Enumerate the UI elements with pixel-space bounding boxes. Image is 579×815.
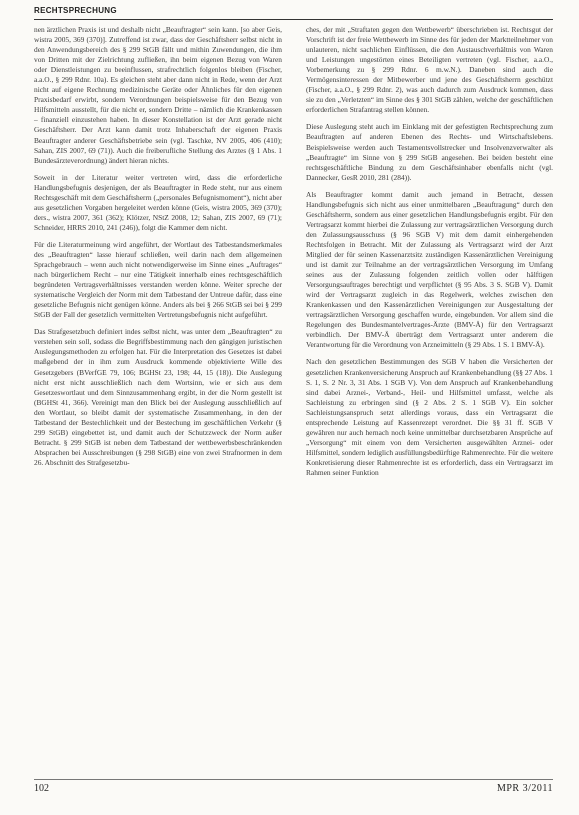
journal-issue: MPR 3/2011 [496,783,553,794]
page-number: 102 [34,783,49,794]
paragraph: nen ärztlichen Praxis ist und deshalb nicht „Beauftragter“ sein kann. [so aber Geis, wistra 2005, 369 (370)]. Zutreffend ist zwar, dass der Geschäftsherr selbst nicht in den Anwendungsbereich des § 299 StGB fällt und mithin Zuwendungen, die ihm von Dritten mit der Zielrichtung zufließen, ihn beim eigenen Bezug von Waren oder Dienstleistungen zu beeinflussen, strafrechtlich folgenlos bleiben (Fischer, a.a.O., § 299 Rdnr. 10a). Es gleichen steht aber dann nicht in Rede, wenn der Arzt nicht auf eigene Rechnung medizinische Geräte oder Ähnliches für den eigenen Praxisbedarf erwirbt, sondern Verordnungen beispielsweise für den Bezug von Hilfsmitteln ausstellt, für die nicht er, sondern Dritte – nämlich die Krankenkassen – finanziell einzustehen haben. In dieser Konstellation ist der Arzt gerade nicht Geschäftsherr. Der Arzt kann damit trotz Inhaberschaft der eigenen Praxis Beauftragter anderer Geschäftsbetriebe sein (vgl. Taschke, NV 2005, 406 (410); Sahan, ZIS 2007, 69 (71)). Auch die freiberufliche Stellung des Arztes (§ 1 Abs. 1 Bundesärzteverordnung) ändert hieran nichts. [34,25,282,165]
paragraph: Nach den gesetzlichen Bestimmungen des SGB V haben die Versicherten der gesetzlichen Krankenversicherung Anspruch auf Krankenbehandlung (§§ 27 Abs. 1 S. 1, S. 2 Nr. 3, 31 Abs. 1 SGB V). Von dem Anspruch auf Krankenbehandlung sind dabei Arznei-, Verband-, Heil- und Hilfsmittel umfasst, welche als Sachleistung zu erbringen sind (§ 2 Abs. 2 S. 1 SGB V). Ein solcher Sachleistungsanspruch setzt allerdings voraus, dass ein Vertragsarzt die entsprechende Leistung auf Kassenrezept verordnet. Die §§ 31 ff. SGB V gewähren nur auch hernach noch keine unmittelbar durchsetzbaren Ansprüche auf „Versorgung“ mit einem von dem Versicherten ausgewählten Arznei- oder Hilfsmittel, sondern lediglich ausfüllungsbedürftige Rahmenrechte. Für die weitere Konkretisierung dieser Rahmenrechte ist es erforderlich, dass ein Vertragsarzt im Rahmen seiner Funktion [306,357,553,477]
section-header: RECHTSPRECHUNG [34,6,117,15]
right-column [306,25,553,485]
left-column [34,25,282,475]
header-rule [34,19,553,20]
paragraph: Für die Literaturmeinung wird angeführt, der Wortlaut des Tatbestandsmerkmales des „Beauftragten“ lasse hierauf schließen, weil darin nach dem allgemeinen Sprachgebrauch – wenn auch nicht notwendigerweise im Sinne eines „Auftrages“ nach bürgerlichem Recht – nur eine Tätigkeit innerhalb eines rechtsgeschäftlich begründeten Vertragsverhältnisses verstanden werden könne. Weiter spreche der systematische Vergleich der Norm mit dem Tatbestand der Untreue dafür, dass eine gesetzliche Befugnis nicht genügen könne. Anders als bei § 266 StGB sei bei § 299 StGB der Fall der gesetzlich vermittelten Vertretungsbefugnis nicht aufgeführt. [34,239,282,320]
paragraph: Soweit in der Literatur weiter vertreten wird, dass die erforderliche Handlungsbefugnis desjenigen, der als Beauftragter in Rede steht, nur aus einem Rechtsgeschäft mit dem Geschäftsherrn („personales Befugnismoment“), nicht aber aus gesetzlichen Vorgaben hergeleitet werden könne (Geis, wistra 2005, 369 (370); ders., wistra 2007, 361 (362); Klötzer, NStZ 2008, 12; Sahan, ZIS 2007, 69 (71); Schneider, HRRS 2010, 241 (246)), folgt die Kammer dem nicht. [34,172,282,232]
paragraph: ches, der mit „Straftaten gegen den Wettbewerb“ überschrieben ist. Rechtsgut der Vorschrift ist der freie Wettbewerb im Sinne des für jeden der Marktteilnehmer von unlauteren, nicht sachlichen Einflüssen, die den Austauschverhältnis von Waren und Leistungen ungestörten eines Beteiligten vertreten (vgl. Fischer, a.a.O., Vorbemerkung zu § 299 Rdnr. 6 m.w.N.). Daneben sind auch die Vermögensinteressen der Mitbewerber und jene des Geschäftsherrn geschützt (Fischer, a.a.O., § 299 Rdnr. 2), was auch dadurch zum Ausdruck kommen, dass sie zu den „Verletzten“ im Sinne des § 301 StGB zählen, welche der geschäftlichen erforderlichen Strafantrag stellen können. [306,25,553,115]
paragraph: Als Beauftragter kommt damit auch jemand in Betracht, dessen Handlungsbefugnis sich nicht aus einer unmittelbaren „Beauftragung“ durch den Geschäftsherrn, sondern aus einer gesetzlichen Handlungsbefugnis ergibt. Für den Vertragsarzt kommt hierbei die Zulassung zur vertragsärztlichen Versorgung durch den Zulassungsausschuss (§ 96 SGB V) mit dem damit einhergehenden Rechtsfolgen in Betracht. Mit der Zulassung als Vertragsarzt wird der Arzt Mitglied der für seinen Kassenarztsitz zuständigen Kassenärztlichen Vereinigung und ist damit zur Teilnahme an der vertragsärztlichen Versorgung im Umfang seines aus der Zulassung folgenden zeitlich vollen oder hälftigen Versorgungsauftrages berechtigt und verpflichtet (§ 95 Abs. 3 S. SGB V). Damit wird der Vertragsarzt zugleich in das Regelwerk, welches zwischen den Krankenkassen und den Kassenärztlichen Vereinigungen zur Ausgestaltung der vertragsärztlichen Versorgung geschaffen wurde, eingebunden. Vor allem sind die Regelungen des Bundesmantelvertrages-Ärzte (BMV-Ä) für den Vertragsarzt verbindlich. Der BMV-Ä überträgt dem Vertragsarzt unter anderem die Verantwortung für die Verordnung von Arzneimitteln (§ 29 Abs. 1 S. 1 BMV-Ä). [306,189,553,350]
footer-rule [34,779,553,780]
paragraph: Diese Auslegung steht auch im Einklang mit der gefestigten Rechtsprechung zum Beauftragten auf anderen Ebenen des Rechts- und Wirtschaftslebens. Beispielsweise werden auch Testamentsvollstrecker und Insolvenzverwalter als „Beauftragte“ im Sinne von § 299 StGB angesehen. Bei beiden besteht eine rechtsgeschäftliche Bindung zu dem Geschäftsinhaber ebenfalls nicht (vgl. Dannecker, GesR 2010, 281 (284)). [306,122,553,182]
paragraph: Das Strafgesetzbuch definiert indes selbst nicht, was unter dem „Beauftragten“ zu verstehen sein soll, sodass die Begriffsbestimmung nach den gängigen juristischen Auslegungsmethoden zu erfolgen hat. Für die Interpretation des Gesetzes ist dabei maßgebend der in ihm zum Ausdruck kommende objektivierte Wille des Gesetzgebers (BVerfGE 79, 106; BGHSt 23, 198; 44, 15 (18)). Die Auslegung nicht erst nicht ausschließlich nach dem Wortsinn, wie er sich aus dem Gesetzeswortlaut und dem Sinnzusammenhang ergibt, in der die Norm gestellt ist (BGHSt 41, 366). Vereinigt man den Blick bei der Auslegung ausschließlich auf den Wortlaut, so bleibt damit der systematische Zusammenhang, in den der Tatbestand der Bestechlichkeit und der Bestechung im geschäftlichen Verkehr (§ 299 StGB) eingebettet ist, und damit auch der Schutzzweck der Norm außer Betracht. § 299 StGB ist neben dem Tatbestand der wettbewerbsbeschränkenden Absprachen bei Ausschreibungen (§ 298 StGB) eine von zwei Strafnormen in dem 26. Abschnitt des Strafgesetzbu- [34,327,282,467]
